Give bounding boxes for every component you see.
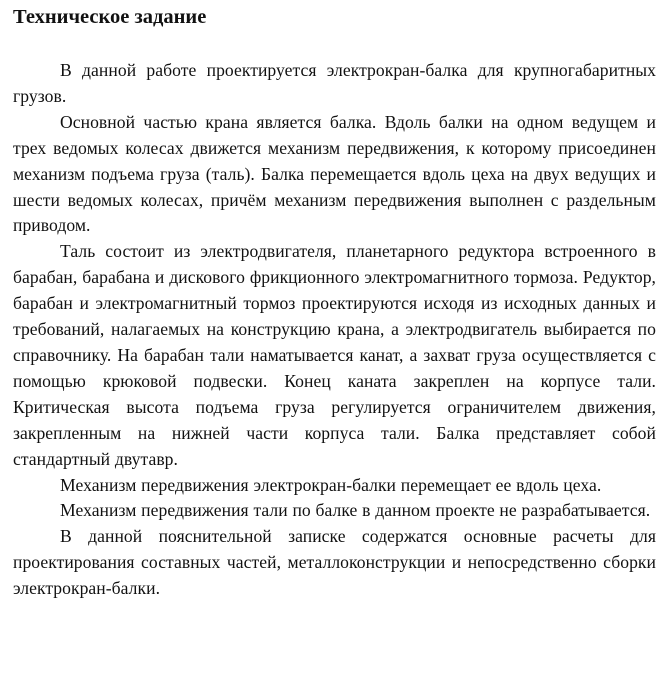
paragraph-note-contents: В данной пояснительной записке содержатся основные расчеты для проектирования составных частей, металлоконструкции и непосредственно сборки электрокран-балки. [13,526,656,599]
document-page [13,0,656,602]
paragraph-hoist-description: Таль состоит из электродвигателя, планетарного редуктора встроенного в барабан, барабана и дискового фрикционного электромагнитного тормоза. Редуктор, барабан и электромагнитный тормоз проектируются исходя из исходных данных и требований, налагаемых на конструкцию крана, а электродвигатель выбирается по справочнику. На барабан тали наматывается канат, а захват груза осуществляется с помощью крюковой подвески. Конец каната закреплен на корпусе тали. Критическая высота подъема груза регулируется ограничителем движения, закрепленным на нижней части корпуса тали. Балка представляет собой стандартный двутавр. [13,241,656,469]
paragraph-hoist-travel: Механизм передвижения тали по балке в данном проекте не разрабатывается. [60,500,651,521]
document-body [13,58,656,602]
document-title: Техническое задание [13,6,207,28]
paragraph-intro: В данной работе проектируется электрокран-балка для крупногабаритных грузов. [13,60,656,106]
paragraph-travel-mechanism: Механизм передвижения электрокран-балки перемещает ее вдоль цеха. [60,474,602,495]
paragraph-beam-description: Основной частью крана является балка. Вдоль балки на одном ведущем и трех ведомых колесах движется механизм передвижения, к которому присоединен механизм подъема груза (таль). Балка перемещается вдоль цеха на двух ведущих и шести ведомых колесах, причём механизм передвижения выполнен с раздельным приводом. [13,111,656,236]
